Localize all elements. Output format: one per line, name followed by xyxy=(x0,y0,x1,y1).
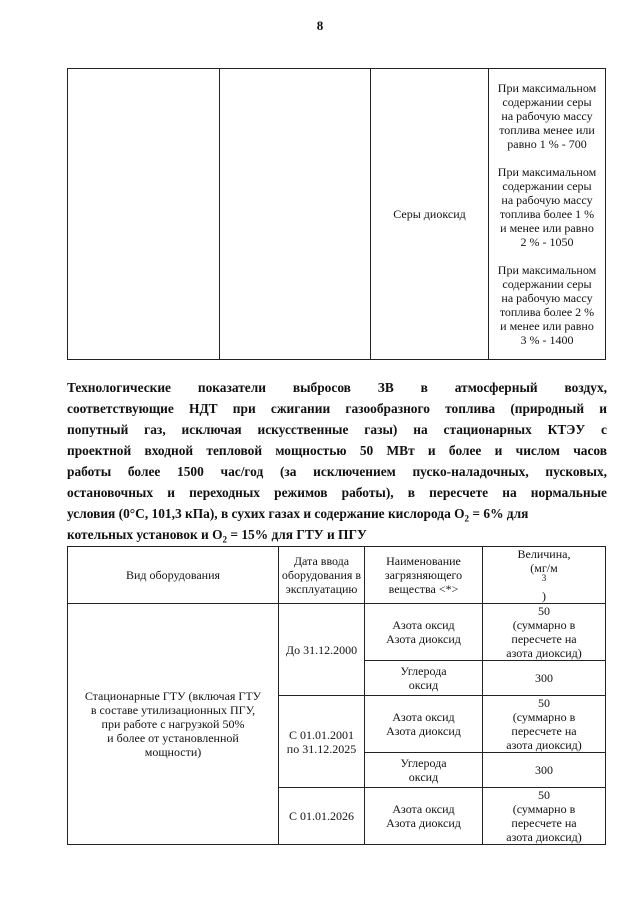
sulfur-limits-cell xyxy=(489,69,606,360)
substance-cell: Углерода оксид xyxy=(365,661,483,696)
value-cell: 50 (суммарно в пересчете на азота диоксид) xyxy=(483,696,606,753)
date-cell: С 01.01.2026 xyxy=(279,788,365,845)
substance-cell: Азота оксид Азота диоксид xyxy=(365,604,483,661)
heading-line-8: котельных установок и $O_2 = 15\%$ для ГТУ и ПГУ xyxy=(67,527,367,545)
emission-limits-table xyxy=(67,546,606,845)
empty-cell-equipment xyxy=(68,69,220,360)
substance-cell: Азота оксид Азота диоксид xyxy=(365,788,483,845)
page-number: 8 xyxy=(316,18,324,33)
value-cell: 300 xyxy=(483,753,606,788)
pollutant-name: Серы диоксид xyxy=(393,207,466,221)
header-date: Дата ввода оборудования в эксплуатацию xyxy=(279,547,365,604)
table-row xyxy=(68,604,606,661)
substance-cell: Углерода оксид xyxy=(365,753,483,788)
equipment-cell: Стационарные ГТУ (включая ГТУ в составе утилизационных ПГУ, при работе с нагрузкой 50% и более от установленной мощности) xyxy=(68,604,279,845)
empty-cell-date xyxy=(220,69,371,360)
table-header-row xyxy=(68,547,606,604)
date-cell: До 31.12.2000 xyxy=(279,604,365,696)
sulfur-limit-note-2: При максимальном содержании серы на рабочую массу топлива более 1 % и менее или равно 2 % - 1050 xyxy=(497,165,597,249)
header-value: Величина, (мг/м $^3$ ) xyxy=(483,547,606,604)
date-cell: С 01.01.2001 по 31.12.2025 xyxy=(279,696,365,788)
sulfur-limit-note-3: При максимальном содержании серы на рабочую массу топлива более 2 % и менее или равно 3 % - 1400 xyxy=(497,263,597,347)
value-cell: 50 (суммарно в пересчете на азота диоксид) xyxy=(483,604,606,661)
heading-line-7: условия (0°С, 101,3 кПа), в сухих газах и содержание кислорода $O_2 = 6\%$ для xyxy=(67,506,529,524)
section-heading: Технологические показатели выбросов ЗВ в атмосферный воздух, соответствующие НДТ при сжигании газообразного топлива (природный и попутный газ, исключая искусственные газы) на стационарных КТЭУ с проектной входной тепловой мощностью 50 МВт и более и числом часов работы более 1500 час/год (за исключением пуско-наладочных, пусковых, остановочных и переходных режимов работы), в пересчете на нормальные условия (0°С, 101,3 кПа), в сухих газах и содержание кислорода $O_2 = 6\%$ для котельных установок и $O_2 = 15\%$ для ГТУ и ПГУ xyxy=(67,380,607,545)
pollutant-cell xyxy=(371,69,489,360)
value-cell: 50 (суммарно в пересчете на азота диоксид) xyxy=(483,788,606,845)
sulfur-limit-note-1: При максимальном содержании серы на рабочую массу топлива менее или равно 1 % - 700 xyxy=(497,81,597,151)
table-row xyxy=(68,69,606,360)
header-equipment: Вид оборудования xyxy=(68,547,279,604)
header-substance: Наименование загрязняющего вещества <*> xyxy=(365,547,483,604)
value-cell: 300 xyxy=(483,661,606,696)
sulfur-dioxide-table xyxy=(67,68,606,360)
substance-cell: Азота оксид Азота диоксид xyxy=(365,696,483,753)
